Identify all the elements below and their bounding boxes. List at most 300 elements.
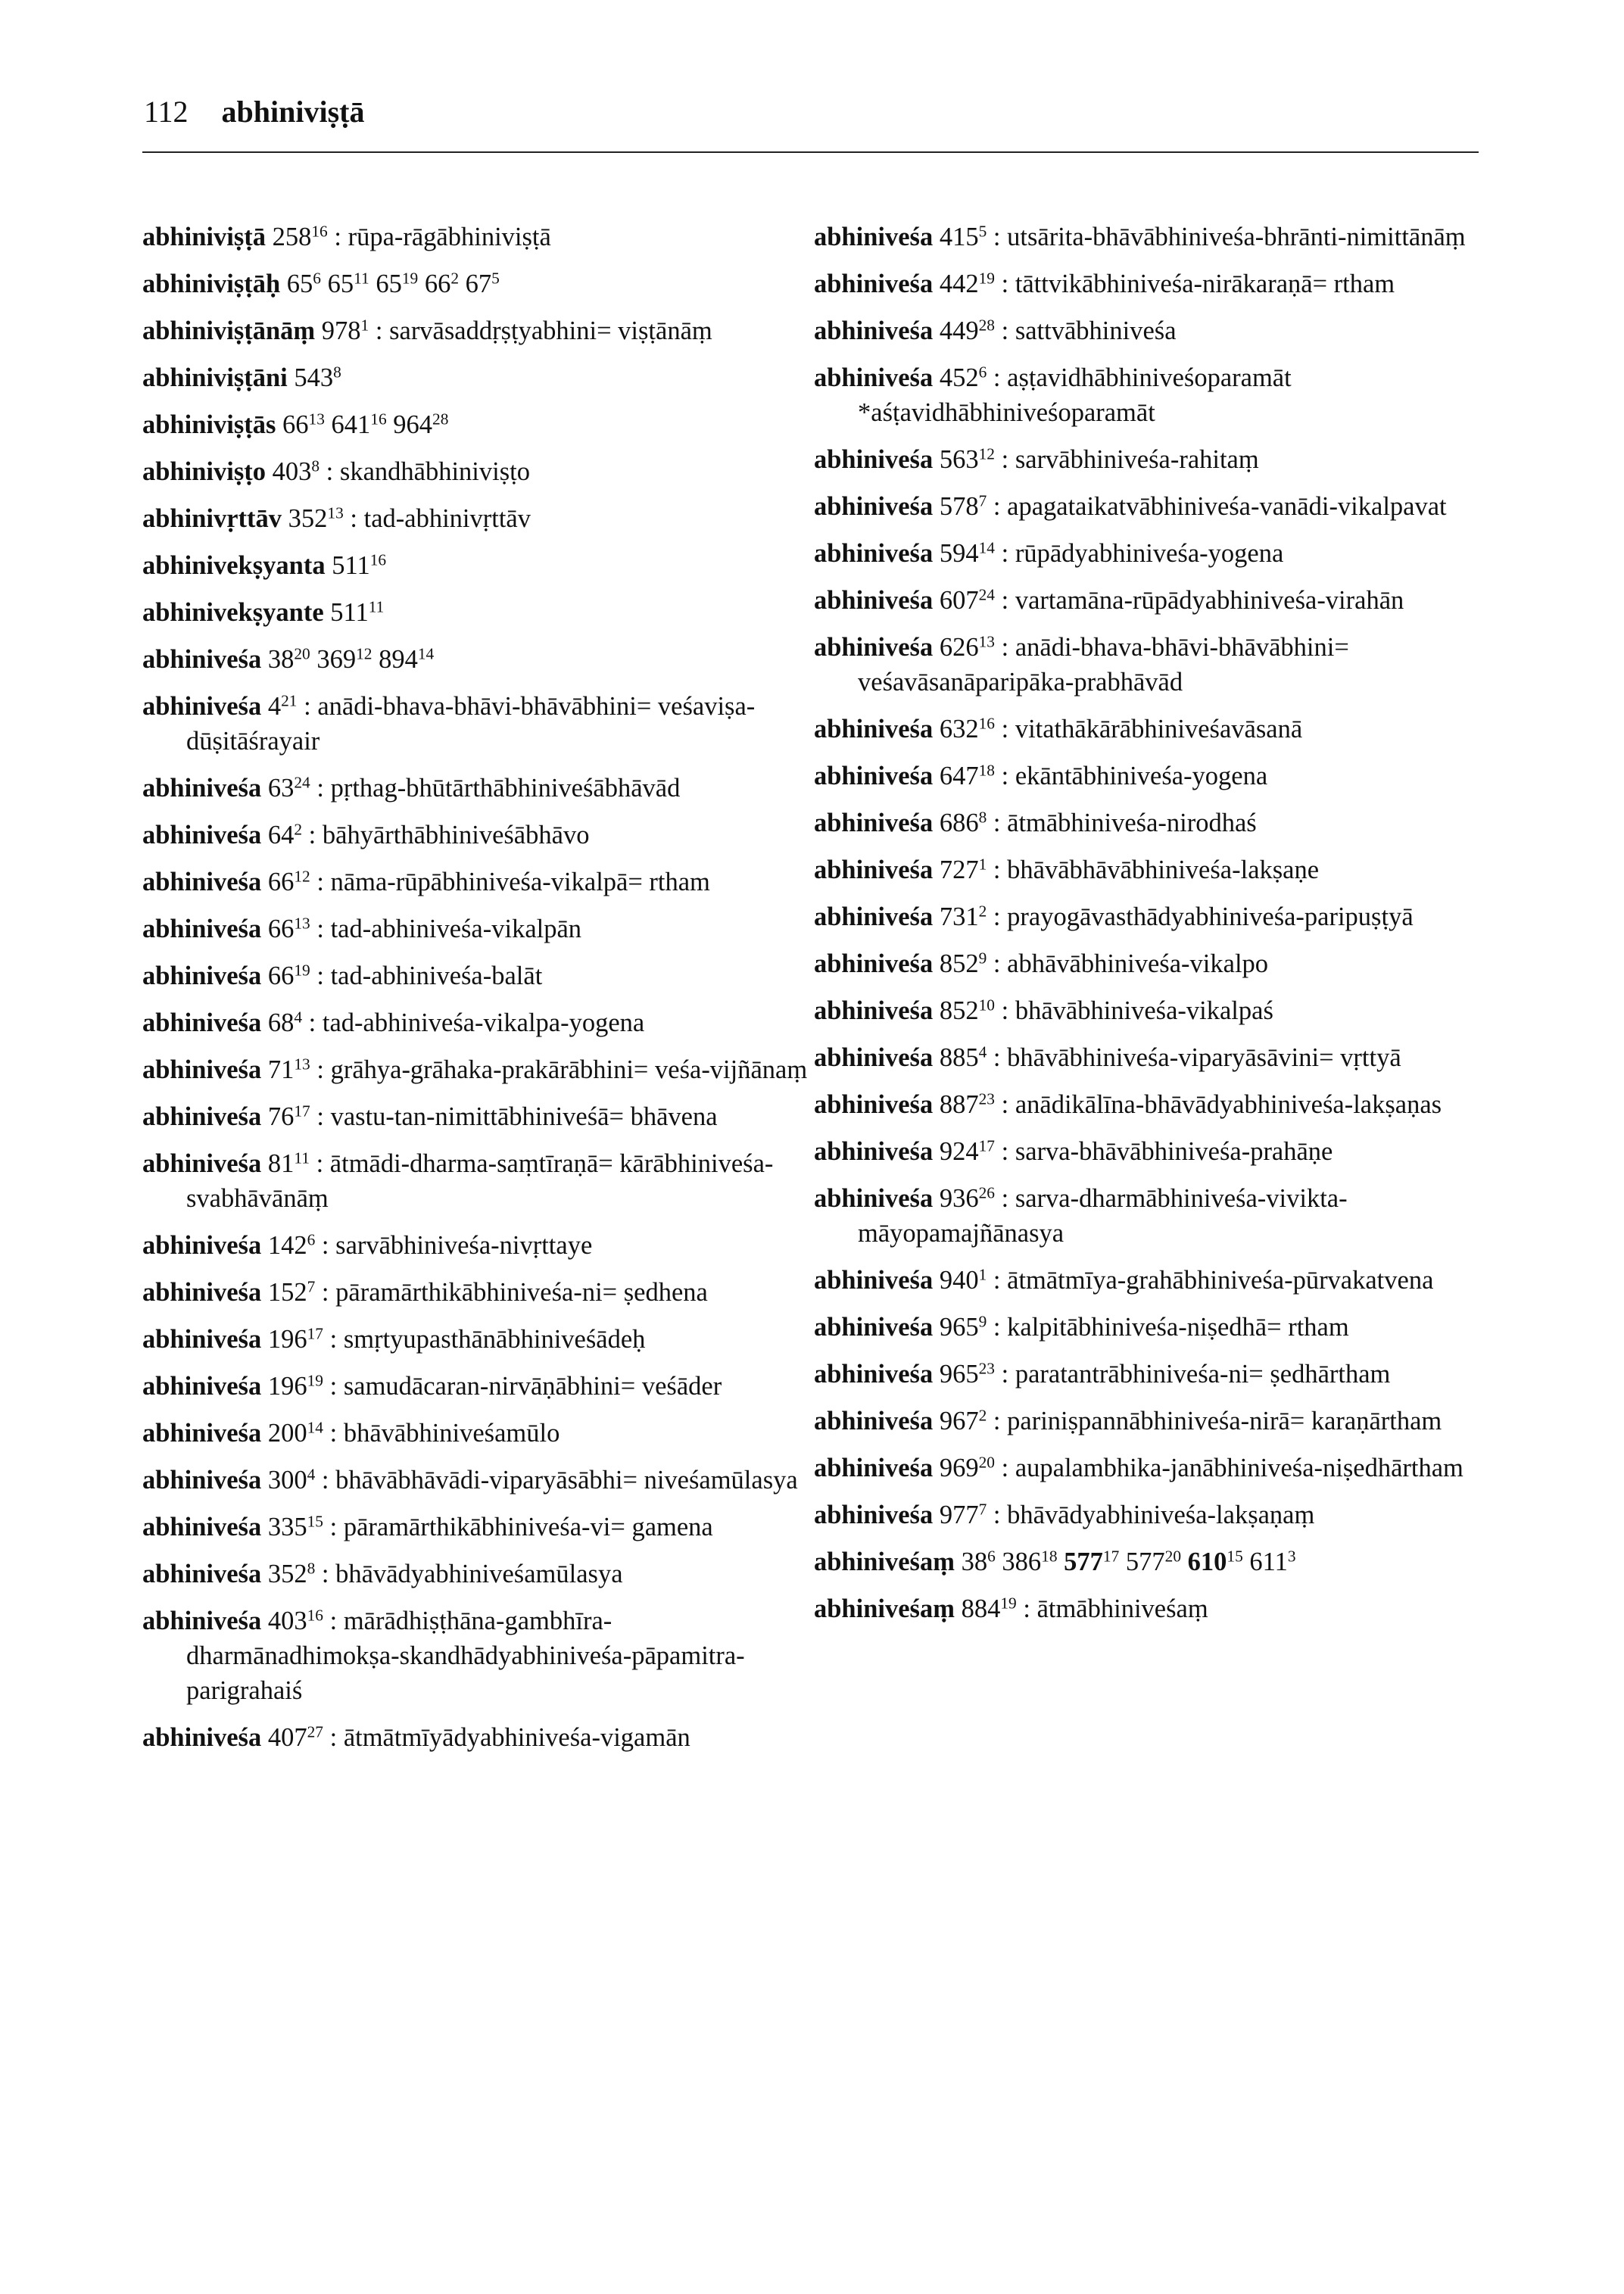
page-line-reference xyxy=(294,363,341,392)
entry-references xyxy=(940,1501,987,1529)
entry-references xyxy=(940,316,995,345)
ref-page: 300 xyxy=(267,1466,307,1495)
ref-page: 964 xyxy=(393,410,433,439)
ref-line: 6 xyxy=(987,1547,996,1566)
entry-gloss: nāma-rūpābhiniveśa-vikalpā= rtham xyxy=(330,868,710,896)
entry-headword: abhiniveśa xyxy=(814,1313,934,1342)
ref-page: 885 xyxy=(939,1043,979,1072)
ref-line: 12 xyxy=(978,444,995,463)
ref-line: 11 xyxy=(354,269,369,288)
gloss-separator: : xyxy=(987,809,1008,837)
page-line-reference xyxy=(940,1266,987,1295)
gloss-separator: : xyxy=(310,915,331,943)
gloss-separator: : xyxy=(987,223,1008,251)
entry-references xyxy=(268,1723,323,1752)
ref-page: 352 xyxy=(267,1560,307,1588)
page-line-reference xyxy=(268,962,310,990)
gloss-separator: : xyxy=(987,1313,1008,1342)
ref-line: 6 xyxy=(307,1230,316,1249)
ref-page: 594 xyxy=(939,539,979,568)
index-entry xyxy=(814,1134,1480,1169)
entry-gloss: aṣṭavidhābhiniveśoparamāt *aśṭavidhābhiniveśoparamāt xyxy=(858,363,1292,427)
index-entry xyxy=(142,548,809,583)
ref-line: 21 xyxy=(281,691,298,710)
ref-line: 11 xyxy=(368,597,385,616)
gloss-separator: : xyxy=(987,856,1008,884)
index-entry xyxy=(142,642,809,677)
entry-headword: abhiniveśa xyxy=(142,1372,262,1401)
index-entry xyxy=(814,899,1480,934)
page-line-reference xyxy=(962,1548,996,1576)
entry-headword: abhiniveśa xyxy=(814,445,934,474)
gloss-separator: : xyxy=(323,1325,344,1354)
ref-page: 67 xyxy=(465,270,492,298)
entry-references xyxy=(268,1102,310,1131)
entry-headword: abhiniveśa xyxy=(814,1184,934,1213)
entry-headword: abhiniveśa xyxy=(142,1278,262,1307)
index-entry xyxy=(142,818,809,852)
entry-gloss: bhāvābhiniveśa-vikalpaś xyxy=(1015,996,1273,1025)
gloss-separator: : xyxy=(309,1149,330,1178)
ref-page: 442 xyxy=(939,270,979,298)
ref-line: 10 xyxy=(978,996,995,1015)
ref-line: 20 xyxy=(978,1453,995,1472)
entry-headword: abhiniveśa xyxy=(814,1407,934,1435)
gloss-separator: : xyxy=(315,1560,336,1588)
entry-references xyxy=(940,1137,995,1166)
page-line-reference xyxy=(940,270,995,298)
entry-headword: abhinivekṣyante xyxy=(142,598,324,627)
ref-line: 17 xyxy=(978,1136,995,1155)
ref-line: 5 xyxy=(491,269,500,288)
ref-line: 4 xyxy=(978,1043,987,1061)
entry-headword: abhiniveśa xyxy=(814,633,934,662)
ref-page: 647 xyxy=(939,762,979,790)
ref-line: 13 xyxy=(294,914,310,933)
entry-gloss: paratantrābhiniveśa-ni= ṣedhārtham xyxy=(1015,1360,1391,1389)
index-entry xyxy=(814,583,1480,618)
page-line-reference xyxy=(322,316,369,345)
page-line-reference xyxy=(940,1043,987,1072)
ref-page: 449 xyxy=(939,316,979,345)
entry-gloss: aupalambhika-janābhiniveśa-niṣedhārtham xyxy=(1015,1454,1463,1482)
entry-headword: abhiniveśa xyxy=(142,1231,262,1260)
ref-page: 66 xyxy=(267,915,295,943)
entry-headword: abhiniveśa xyxy=(814,1501,934,1529)
ref-page: 731 xyxy=(939,902,979,931)
page-line-reference xyxy=(287,270,321,298)
entry-references xyxy=(332,551,386,580)
page-line-reference xyxy=(940,996,995,1025)
ref-line: 2 xyxy=(450,269,460,288)
ref-page: 258 xyxy=(272,223,312,251)
ref-page: 727 xyxy=(939,856,979,884)
gloss-separator: : xyxy=(310,774,331,803)
page-line-reference xyxy=(268,1466,315,1495)
gloss-separator: : xyxy=(994,715,1015,743)
entry-references xyxy=(268,774,310,803)
entry-headword: abhiniviṣṭāni xyxy=(142,363,288,392)
page-line-reference xyxy=(940,762,995,790)
index-entry xyxy=(814,1451,1480,1485)
ref-line: 6 xyxy=(313,269,321,288)
entry-headword: abhiniveśa xyxy=(814,1043,934,1072)
entry-headword: abhiniveśa xyxy=(814,223,934,251)
entry-headword: abhiniveśa xyxy=(142,692,262,721)
ref-line: 16 xyxy=(369,550,387,569)
entry-headword: abhiniveśa xyxy=(142,962,262,990)
entry-references xyxy=(940,1184,995,1213)
entry-references xyxy=(268,868,310,896)
entry-gloss: bhāvābhāvādi-viparyāsābhi= niveśamūlasya xyxy=(335,1466,798,1495)
ref-line: 14 xyxy=(978,538,995,557)
entry-gloss: sarvābhiniveśa-nivṛttaye xyxy=(335,1231,593,1260)
index-entry xyxy=(814,360,1480,430)
ref-line: 26 xyxy=(978,1183,995,1202)
page-line-reference xyxy=(940,949,987,978)
ref-line: 27 xyxy=(307,1722,323,1741)
gloss-separator: : xyxy=(320,457,340,486)
entry-references xyxy=(268,1325,323,1354)
entry-gloss: samudācaran-nirvāṇābhini= veśāder xyxy=(343,1372,722,1401)
index-entry xyxy=(142,266,809,301)
gloss-separator: : xyxy=(323,1419,344,1448)
ref-line: 16 xyxy=(370,410,387,429)
ref-line: 12 xyxy=(356,644,372,663)
page-line-reference xyxy=(288,504,344,533)
page-line-reference xyxy=(268,1149,310,1178)
page-line-reference xyxy=(1188,1548,1243,1576)
running-head: abhiniviṣṭā xyxy=(221,95,365,129)
right-column xyxy=(814,220,1480,1638)
ref-page: 894 xyxy=(379,645,418,674)
entry-headword: abhiniveśa xyxy=(142,1419,262,1448)
index-entry xyxy=(814,489,1480,524)
gloss-separator: : xyxy=(994,762,1015,790)
entry-references xyxy=(273,223,328,251)
ref-page: 142 xyxy=(267,1231,307,1260)
ref-page: 610 xyxy=(1187,1548,1227,1576)
entry-references xyxy=(268,1278,315,1307)
gloss-separator: : xyxy=(323,1372,344,1401)
ref-page: 403 xyxy=(272,457,312,486)
page-line-reference xyxy=(940,1137,995,1166)
ref-page: 66 xyxy=(267,962,295,990)
entry-headword: abhiniveśaṃ xyxy=(814,1594,955,1623)
entry-gloss: rūpādyabhiniveśa-yogena xyxy=(1015,539,1284,568)
entry-gloss: sattvābhiniveśa xyxy=(1015,316,1177,345)
page-line-reference xyxy=(268,821,302,849)
page-line-reference xyxy=(316,645,372,674)
gloss-separator: : xyxy=(994,445,1015,474)
gloss-separator: : xyxy=(310,868,331,896)
entry-references xyxy=(288,504,344,533)
index-entry xyxy=(142,1322,809,1357)
entry-headword: abhiniveśa xyxy=(814,949,934,978)
entry-gloss: anādikālīna-bhāvādyabhiniveśa-lakṣaṇas xyxy=(1015,1090,1442,1119)
entry-references xyxy=(940,270,995,298)
entry-gloss: pāramārthikābhiniveśa-ni= ṣedhena xyxy=(335,1278,708,1307)
ref-line: 5 xyxy=(978,222,987,241)
index-entry xyxy=(814,1263,1480,1298)
entry-references xyxy=(268,1055,310,1084)
gloss-separator: : xyxy=(987,1043,1008,1072)
page-line-reference xyxy=(940,809,987,837)
index-entry xyxy=(814,993,1480,1028)
entry-references xyxy=(940,539,995,568)
index-entry xyxy=(814,1181,1480,1251)
entry-references xyxy=(273,457,320,486)
ref-line: 14 xyxy=(417,644,435,663)
ref-line: 28 xyxy=(432,410,449,429)
page-number: 112 xyxy=(144,95,189,129)
gloss-separator: : xyxy=(323,1607,344,1635)
entry-gloss: pariniṣpannābhiniveśa-nirā= karaṇārtham xyxy=(1007,1407,1442,1435)
ref-page: 511 xyxy=(330,598,369,627)
index-entry xyxy=(814,1591,1480,1626)
index-entry xyxy=(814,442,1480,477)
ref-page: 543 xyxy=(294,363,334,392)
entry-headword: abhiniviṣṭās xyxy=(142,410,276,439)
ref-page: 578 xyxy=(939,492,979,521)
ref-page: 4 xyxy=(267,692,282,721)
ref-page: 64 xyxy=(267,821,295,849)
page-line-reference xyxy=(268,1723,323,1752)
page-line-reference xyxy=(268,1325,323,1354)
ref-page: 369 xyxy=(316,645,357,674)
entry-headword: abhiniveśa xyxy=(814,1360,934,1389)
entry-references xyxy=(268,962,310,990)
page-line-reference xyxy=(268,645,310,674)
entry-headword: abhiniveśa xyxy=(142,1607,262,1635)
page-line-reference xyxy=(466,270,500,298)
entry-references xyxy=(940,363,987,392)
page-line-reference xyxy=(940,1184,995,1213)
index-entry xyxy=(142,958,809,993)
entry-references xyxy=(940,809,987,837)
ref-line: 7 xyxy=(307,1277,316,1296)
ref-line: 1 xyxy=(978,1265,987,1284)
index-entry xyxy=(814,1544,1480,1579)
index-entry xyxy=(814,712,1480,746)
gloss-separator: : xyxy=(994,539,1015,568)
index-entry xyxy=(142,1369,809,1404)
index-entry xyxy=(142,1416,809,1451)
entry-references xyxy=(268,915,310,943)
gloss-separator: : xyxy=(987,492,1008,521)
entry-headword: abhiniveśa xyxy=(814,809,934,837)
entry-headword: abhinivṛttāv xyxy=(142,504,282,533)
entry-references xyxy=(268,1607,323,1635)
entry-headword: abhiniveśa xyxy=(814,363,934,392)
entry-headword: abhiniveśa xyxy=(142,1466,262,1495)
gloss-separator: : xyxy=(315,1231,336,1260)
page-line-reference xyxy=(376,270,418,298)
index-entry xyxy=(814,313,1480,348)
ref-page: 563 xyxy=(939,445,979,474)
entry-gloss: tad-abhiniveśa-balāt xyxy=(330,962,543,990)
entry-references xyxy=(268,1466,315,1495)
entry-headword: abhiniveśa xyxy=(814,996,934,1025)
index-entry xyxy=(142,501,809,536)
gloss-separator: : xyxy=(310,1055,331,1084)
entry-headword: abhiniveśa xyxy=(142,1560,262,1588)
page-line-reference xyxy=(268,1055,310,1084)
index-entry xyxy=(814,806,1480,840)
ref-page: 352 xyxy=(288,504,328,533)
entry-gloss: ātmābhiniveśa-nirodhaś xyxy=(1007,809,1257,837)
entry-references xyxy=(268,1008,302,1037)
ref-line: 16 xyxy=(978,714,995,733)
ref-line: 15 xyxy=(1227,1547,1243,1566)
entry-references xyxy=(322,316,369,345)
entry-headword: abhiniveśa xyxy=(142,774,262,803)
page-line-reference xyxy=(332,410,387,439)
ref-line: 17 xyxy=(307,1324,323,1343)
page-line-reference xyxy=(268,1231,315,1260)
entry-gloss: bhāvābhiniveśa-viparyāsāvini= vṛttyā xyxy=(1007,1043,1401,1072)
gloss-separator: : xyxy=(297,692,318,721)
gloss-separator: : xyxy=(302,821,323,849)
entry-gloss: abhāvābhiniveśa-vikalpo xyxy=(1007,949,1269,978)
entry-references xyxy=(940,1360,995,1389)
ref-line: 8 xyxy=(978,808,987,827)
ref-line: 7 xyxy=(978,1500,987,1519)
entry-gloss: sarva-dharmābhiniveśa-vivikta-māyopamajñānasya xyxy=(858,1184,1348,1248)
entry-headword: abhiniveśaṃ xyxy=(814,1548,955,1576)
gloss-separator: : xyxy=(994,1137,1015,1166)
page-line-reference xyxy=(940,1407,987,1435)
page-line-reference xyxy=(273,223,328,251)
gloss-separator: : xyxy=(323,1513,344,1541)
entry-references xyxy=(940,1266,987,1295)
ref-page: 607 xyxy=(939,586,979,615)
page-line-reference xyxy=(940,1501,987,1529)
page-line-reference xyxy=(268,1278,315,1307)
ref-page: 924 xyxy=(939,1137,979,1166)
page-line-reference xyxy=(1249,1548,1295,1576)
page-line-reference xyxy=(268,774,310,803)
entry-gloss: rūpa-rāgābhiniviṣṭā xyxy=(348,223,551,251)
page-line-reference xyxy=(268,1607,323,1635)
index-entry xyxy=(142,1099,809,1134)
entry-gloss: utsārita-bhāvābhiniveśa-bhrānti-nimittānāṃ xyxy=(1007,223,1466,251)
ref-line: 19 xyxy=(401,269,419,288)
entry-references xyxy=(268,645,434,674)
ref-page: 152 xyxy=(267,1278,307,1307)
entry-headword: abhiniveśa xyxy=(814,856,934,884)
ref-page: 511 xyxy=(332,551,370,580)
entry-references xyxy=(940,492,987,521)
page-line-reference xyxy=(268,1560,315,1588)
entry-gloss: anādi-bhava-bhāvi-bhāvābhini= veśaviṣa-dūṣitāśrayair xyxy=(186,692,756,756)
gloss-separator: : xyxy=(310,1102,331,1131)
entry-references xyxy=(940,223,987,251)
entry-headword: abhiniveśa xyxy=(814,539,934,568)
index-entry xyxy=(142,865,809,899)
ref-line: 2 xyxy=(978,902,987,921)
entry-gloss: sarvābhiniveśa-rahitaṃ xyxy=(1015,445,1259,474)
ref-page: 965 xyxy=(939,1313,979,1342)
entry-gloss: smṛtyupasthānābhiniveśādeḥ xyxy=(343,1325,646,1354)
ref-page: 967 xyxy=(939,1407,979,1435)
entry-headword: abhiniveśa xyxy=(814,1454,934,1482)
entry-headword: abhiniveśa xyxy=(142,1325,262,1354)
page-line-reference xyxy=(940,316,995,345)
gloss-separator: : xyxy=(994,1454,1015,1482)
page-line-reference xyxy=(268,868,310,896)
entry-headword: abhiniviṣṭo xyxy=(142,457,266,486)
entry-headword: abhiniviṣṭānāṃ xyxy=(142,316,316,345)
ref-line: 16 xyxy=(311,222,328,241)
index-entry xyxy=(814,266,1480,301)
entry-gloss: ātmātmīya-grahābhiniveśa-pūrvakatvena xyxy=(1007,1266,1434,1295)
entry-references xyxy=(940,1090,995,1119)
gloss-separator: : xyxy=(343,504,364,533)
entry-gloss: mārādhiṣṭhāna-gambhīra-dharmānadhimokṣa-skandhādyabhiniveśa-pāpamitra-parigrahaiś xyxy=(186,1607,745,1705)
gloss-separator: : xyxy=(994,633,1015,662)
ref-page: 403 xyxy=(267,1607,307,1635)
ref-line: 20 xyxy=(1164,1547,1182,1566)
entry-references xyxy=(940,1407,987,1435)
ref-page: 81 xyxy=(267,1149,295,1178)
index-entry xyxy=(142,1275,809,1310)
ref-line: 13 xyxy=(308,410,325,429)
entry-headword: abhiniveśa xyxy=(814,270,934,298)
ref-line: 11 xyxy=(294,1149,310,1167)
gloss-separator: : xyxy=(315,1278,336,1307)
ref-line: 19 xyxy=(1000,1594,1017,1613)
ref-line: 4 xyxy=(307,1465,316,1484)
ref-page: 641 xyxy=(331,410,371,439)
entry-gloss: bhāvādyabhiniveśa-lakṣaṇaṃ xyxy=(1007,1501,1315,1529)
entry-gloss: ekāntābhiniveśa-yogena xyxy=(1015,762,1268,790)
entry-gloss: bhāvābhāvābhiniveśa-lakṣaṇe xyxy=(1007,856,1320,884)
ref-line: 16 xyxy=(307,1606,323,1625)
page-line-reference xyxy=(379,645,434,674)
index-entry xyxy=(814,759,1480,793)
gloss-separator: : xyxy=(994,1360,1015,1389)
entry-gloss: tad-abhinivṛttāv xyxy=(363,504,531,533)
page-line-reference xyxy=(273,457,320,486)
ref-line: 14 xyxy=(307,1418,323,1437)
gloss-separator: : xyxy=(994,1090,1015,1119)
entry-gloss: grāhya-grāhaka-prakārābhini= veśa-vijñānaṃ xyxy=(330,1055,808,1084)
page-line-reference xyxy=(268,1102,310,1131)
ref-page: 76 xyxy=(267,1102,295,1131)
page-line-reference xyxy=(940,902,987,931)
ref-page: 965 xyxy=(939,1360,979,1389)
ref-page: 452 xyxy=(939,363,979,392)
entry-references xyxy=(962,1548,1296,1576)
gloss-separator: : xyxy=(987,1501,1008,1529)
ref-line: 18 xyxy=(978,761,995,780)
entry-gloss: vartamāna-rūpādyabhiniveśa-virahān xyxy=(1015,586,1404,615)
entry-references xyxy=(268,1372,323,1401)
page-line-reference xyxy=(328,270,369,298)
ref-line: 15 xyxy=(307,1512,323,1531)
entry-gloss: bhāvābhiniveśamūlo xyxy=(343,1419,560,1448)
entry-headword: abhiniveśa xyxy=(814,492,934,521)
entry-headword: abhiniveśa xyxy=(142,645,262,674)
page-line-reference xyxy=(940,539,995,568)
gloss-separator: : xyxy=(994,316,1015,345)
page-line-reference xyxy=(940,223,987,251)
entry-references xyxy=(940,1313,987,1342)
entry-headword: abhiniveśa xyxy=(142,1723,262,1752)
entry-headword: abhiniviṣṭā xyxy=(142,223,266,251)
entry-references xyxy=(940,996,995,1025)
